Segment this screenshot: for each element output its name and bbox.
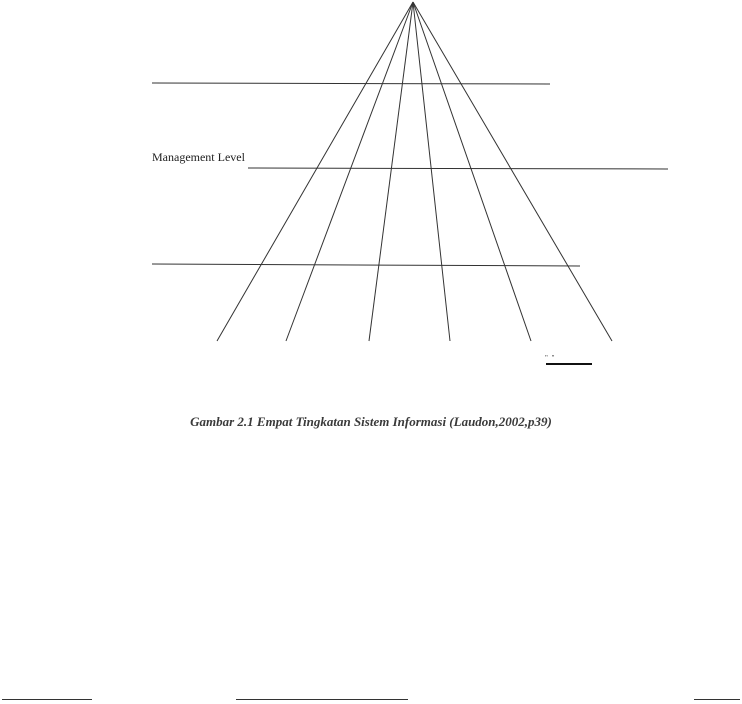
management-level-label: Management Level: [152, 150, 245, 164]
figure-caption: Gambar 2.1 Empat Tingkatan Sistem Informasi (Laudon,2002,p39): [190, 414, 552, 429]
level-line-1: [152, 83, 550, 84]
pyramid-ray-1: [217, 2, 413, 341]
footer-rule-right: [694, 699, 740, 700]
level-line-2: [248, 168, 668, 169]
pyramid-ray-2: [286, 2, 413, 341]
pyramid-ray-4: [413, 2, 450, 341]
pyramid-ray-3: [369, 2, 413, 341]
level-line-3: [152, 264, 580, 266]
footer-rule-left: [2, 699, 92, 700]
pyramid-ray-6: [413, 2, 612, 341]
pyramid-ray-5: [413, 2, 531, 341]
small-mark: " ": [545, 354, 556, 362]
footer-rule-middle: [236, 699, 408, 700]
